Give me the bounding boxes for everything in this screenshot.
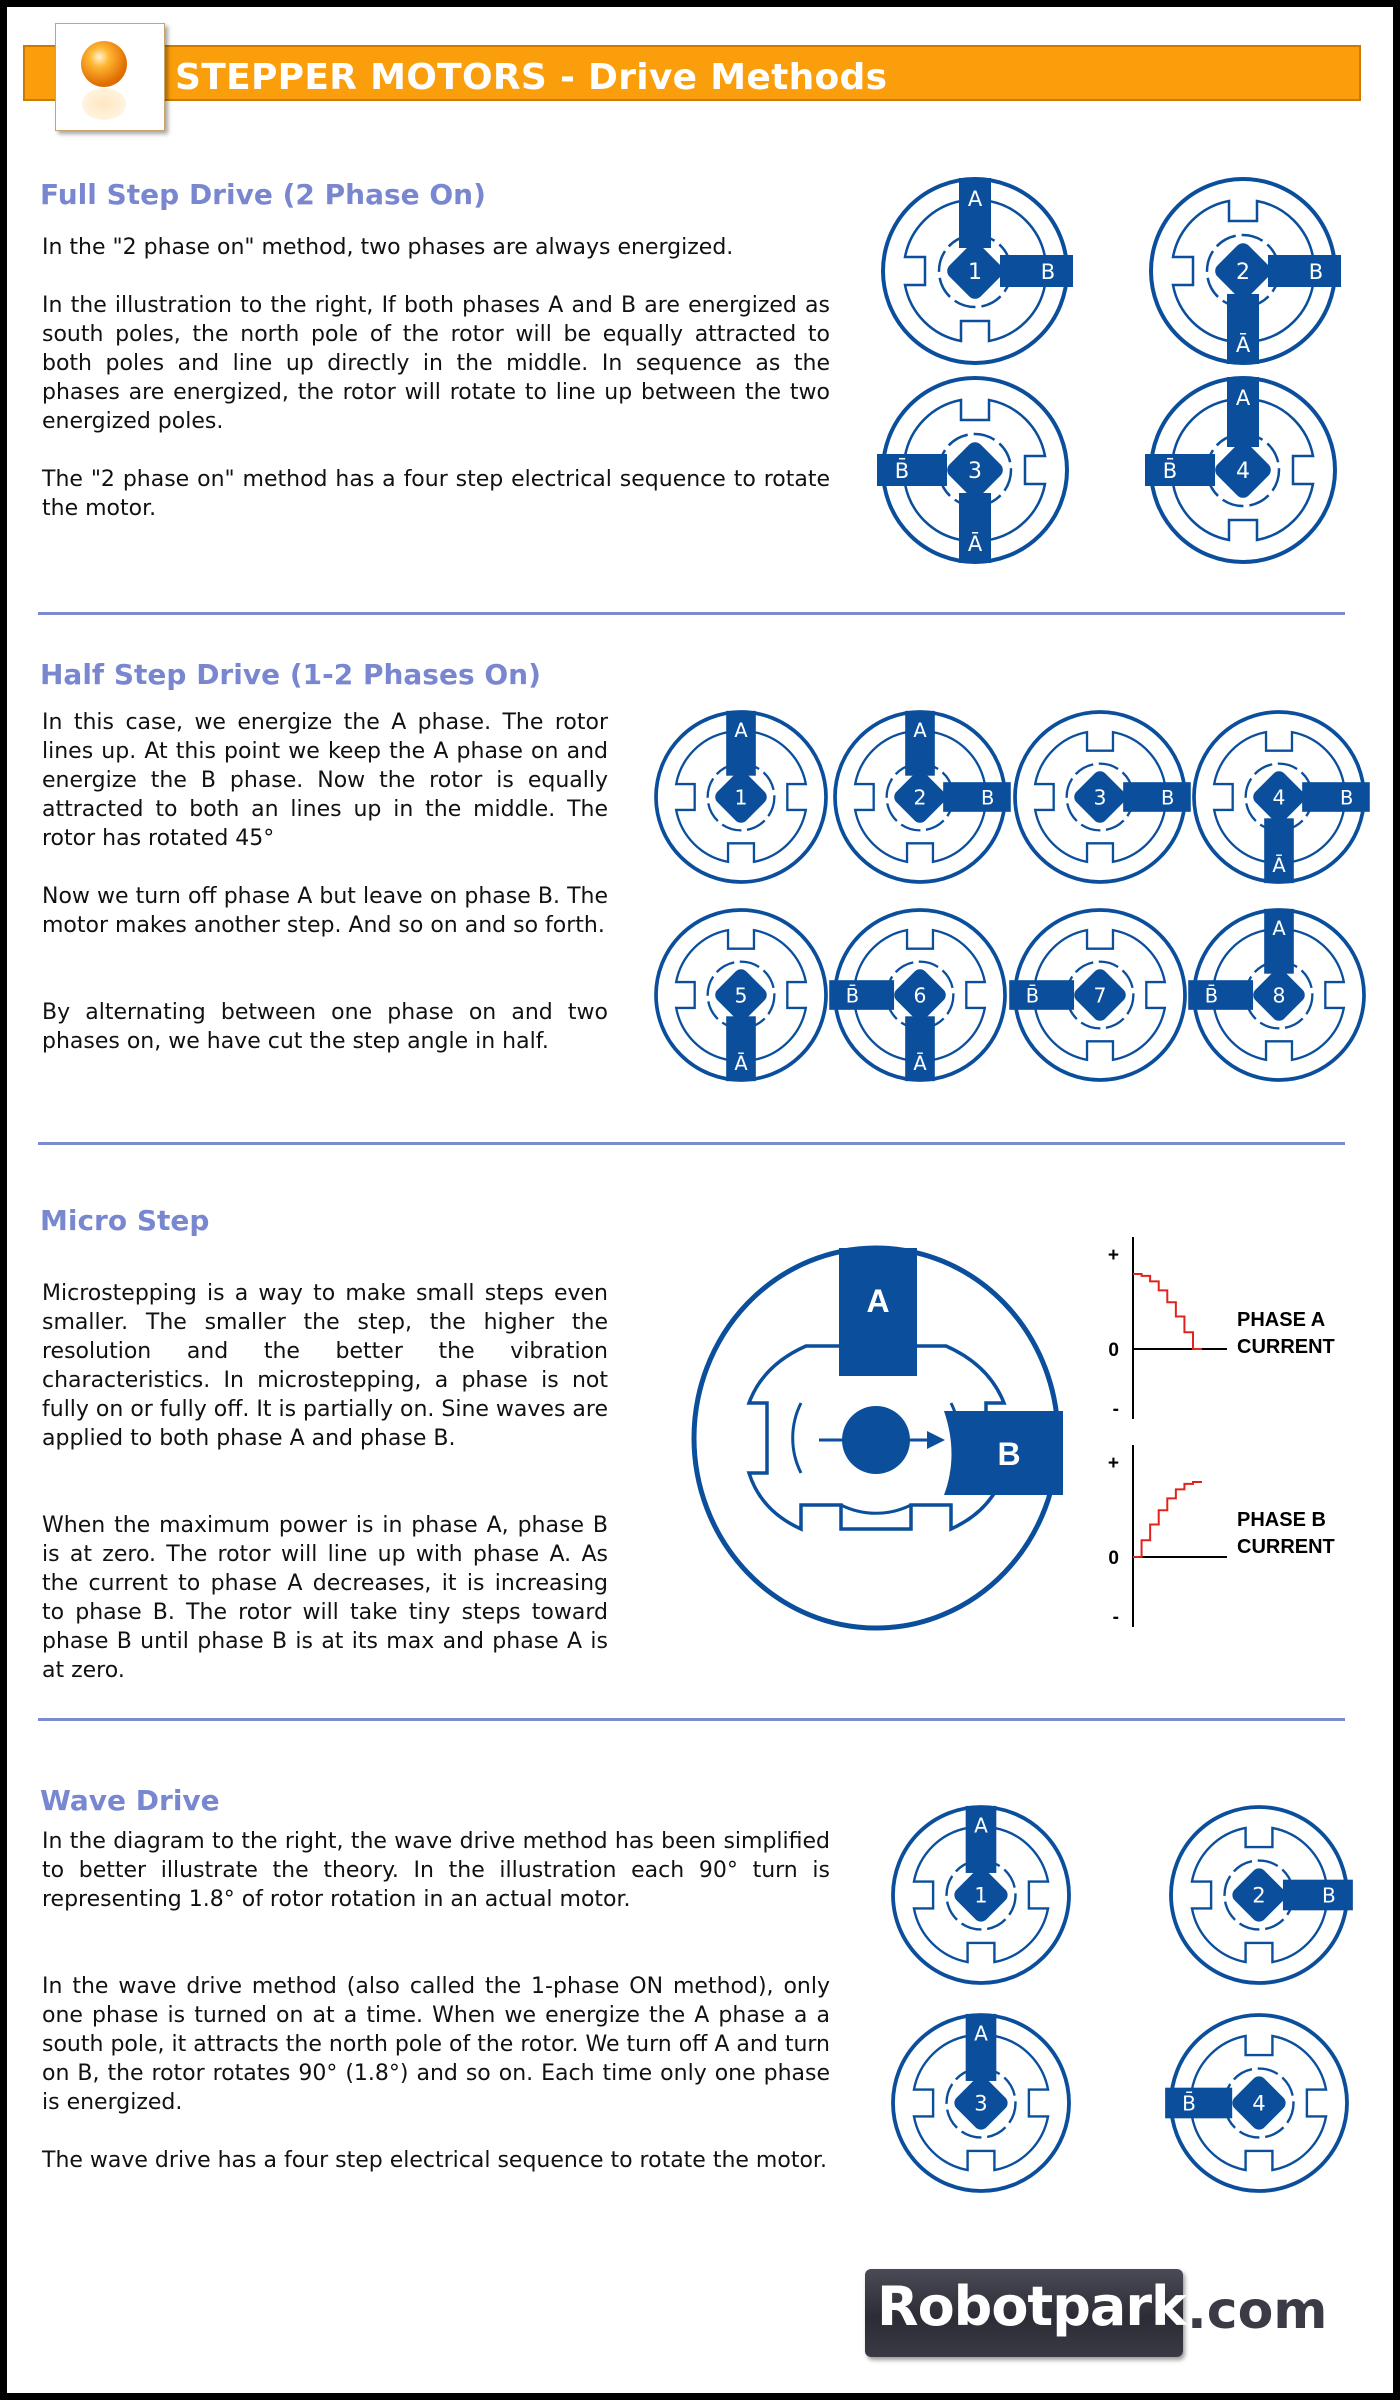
pole-label: Ā [734,1052,748,1076]
pole-label: A [1272,916,1286,940]
pole-left [1145,454,1215,486]
phase-a-label-line1: PHASE A [1237,1309,1326,1331]
phase-a-current-chart [1097,1229,1247,1429]
header-logo [55,23,165,131]
logo-text: Robotpark [877,2275,1186,2338]
pole-label: B [980,786,995,810]
pole-label: B̄ [1025,984,1040,1008]
chart-minus-label: - [1112,1607,1119,1628]
step-number: 4 [1236,459,1250,484]
half-step-motor-2 [832,709,1008,885]
pole-label: B̄ [1204,984,1219,1008]
step-number: 4 [1252,2090,1266,2116]
step-number: 2 [1236,260,1250,285]
full-step-paragraph: In the "2 phase on" method, two phases are always energized. [42,235,734,260]
wave-drive-paragraph: In the diagram to the right, the wave drive method has been simplified to better illustrate the theory. In the illustration each 90° turn is representing 1.8° of rotor rotation in an actual motor. [42,1829,830,1912]
pole-label: B̄ [1182,2091,1196,2116]
phase-b-current-chart [1097,1437,1247,1637]
pole-label: A [1235,386,1251,410]
chart-zero-label: 0 [1108,1340,1119,1361]
step-number: 3 [974,2090,988,2116]
full-step-motor-3 [880,375,1070,565]
phase-b-label [1237,1507,1335,1561]
step-number: 6 [913,983,927,1008]
chart-zero-label: 0 [1108,1548,1119,1569]
micro-step-paragraph: When the maximum power is in phase A, phase B is at zero. The rotor will line up with phase A. As the current to phase A decreases, it is increasing to phase B. The rotor will take tiny steps toward phase B until phase B is at its max and phase A is at zero. [42,1513,608,1683]
orange-orb-icon [56,24,164,130]
full-step-motor-2 [1148,176,1338,366]
wave-drive-paragraph: The wave drive has a four step electrical sequence to rotate the motor. [42,2148,827,2173]
full-step-paragraph: The "2 phase on" method has a four step electrical sequence to rotate the motor. [42,467,830,521]
full-step-motor-1 [880,176,1070,366]
phase-b-label-line1: PHASE B [1237,1509,1326,1531]
pole-a-label: A [866,1283,890,1319]
half-step-motor-7 [1012,907,1188,1083]
pole-left [1009,980,1074,1010]
current-staircase [1133,1274,1202,1349]
section-divider [38,612,1345,615]
wave-drive-motor-1 [890,1804,1072,1986]
half-step-paragraph: Now we turn off phase A but leave on phase B. The motor makes another step. And so on and so forth. [42,884,608,938]
pole-label: B [1308,260,1324,284]
half-step-motor-1 [653,709,829,885]
section-title-micro-step: Micro Step [40,1204,210,1237]
pole-label: A [913,718,927,742]
pole-left [829,980,894,1010]
page-title: STEPPER MOTORS - Drive Methods [175,57,888,98]
pole-left [1188,980,1253,1010]
wave-drive-motor-4 [1168,2012,1350,2194]
pole-label: B [1160,786,1175,810]
step-number: 2 [913,785,927,810]
step-number: 1 [974,1882,988,1908]
pole-label: B [1322,1883,1336,1908]
half-step-motor-8 [1191,907,1367,1083]
logo-suffix: .com [1187,2281,1328,2341]
pole-label: B [1040,260,1056,284]
step-number: 5 [734,983,748,1008]
full-step-motor-4 [1148,375,1338,565]
step-number: 8 [1272,983,1286,1008]
pole-label: Ā [1272,854,1286,878]
step-number: 4 [1272,785,1286,810]
current-staircase [1133,1482,1202,1557]
pole-right [1302,782,1370,812]
pole-label: A [734,718,748,742]
pole-label: B [1339,786,1354,810]
section-title-half-step: Half Step Drive (1-2 Phases On) [40,658,541,691]
micro-step-paragraph: Microstepping is a way to make small steps even smaller. The smaller the step, the higher the resolution and the better the vibration characteristics. In microstepping, a phase is not fully on or fully off. It is partially on. Sine waves are applied to both phase A and phase B. [42,1281,608,1451]
chart-minus-label: - [1112,1399,1119,1420]
half-step-motor-3 [1012,709,1188,885]
chart-plus-label: + [1107,1245,1119,1266]
pole-label: A [974,2021,988,2046]
section-title-wave-drive: Wave Drive [40,1784,220,1817]
pole-right [1000,255,1073,287]
micro-step-motor [691,1243,1071,1633]
half-step-paragraph: In this case, we energize the A phase. The rotor lines up. At this point we keep the A phase on and energize the B phase. Now the rotor is equally attracted to both an lines up in the middle. The rotor has rotated 45° [42,710,608,851]
pole-right [1123,782,1191,812]
pole-right [943,782,1011,812]
phase-a-label [1237,1307,1335,1361]
pole-label: Ā [967,532,983,556]
full-step-paragraph: In the illustration to the right, If both phases A and B are energized as south poles, the north pole of the rotor will be equally attracted to both poles and line up directly in the middle. In sequence as the phases are energized, the rotor will rotate to line up between the two energized poles. [42,293,830,434]
wave-drive-motor-2 [1168,1804,1350,1986]
phase-b-label-line2: CURRENT [1237,1536,1335,1558]
step-number: 3 [968,459,982,484]
pole-label: Ā [913,1052,927,1076]
pole-left [1165,2088,1232,2119]
pole-label: B̄ [845,984,860,1008]
section-title-full-step: Full Step Drive (2 Phase On) [40,178,486,211]
step-number: 1 [734,785,748,810]
step-number: 2 [1252,1882,1266,1908]
pole-right [1283,1880,1353,1911]
chart-plus-label: + [1107,1453,1119,1474]
half-step-motor-5 [653,907,829,1083]
pole-left [877,454,947,486]
wave-drive-motor-3 [890,2012,1072,2194]
pole-label: B̄ [1162,459,1178,483]
section-divider [38,1142,1345,1145]
pole-right [1268,255,1341,287]
section-divider [38,1718,1345,1721]
step-number: 1 [968,260,982,285]
wave-drive-paragraph: In the wave drive method (also called the 1-phase ON method), only one phase is turned on at a time. When we energize the A phase a a south pole, it attracts the north pole of the rotor. We turn off A and turn on B, the rotor rotates 90° (1.8°) and so on. Each time only one phase is energized. [42,1974,830,2115]
pole-label: A [974,1813,988,1838]
half-step-paragraph: By alternating between one phase on and two phases on, we have cut the step angle in half. [42,1000,608,1054]
step-number: 7 [1093,983,1107,1008]
pole-b-label: B [997,1436,1021,1472]
half-step-motor-4 [1191,709,1367,885]
pole-label: Ā [1235,333,1251,357]
step-number: 3 [1093,785,1107,810]
pole-label: A [967,187,983,211]
half-step-motor-6 [832,907,1008,1083]
pole-label: B̄ [894,459,910,483]
phase-a-label-line2: CURRENT [1237,1336,1335,1358]
